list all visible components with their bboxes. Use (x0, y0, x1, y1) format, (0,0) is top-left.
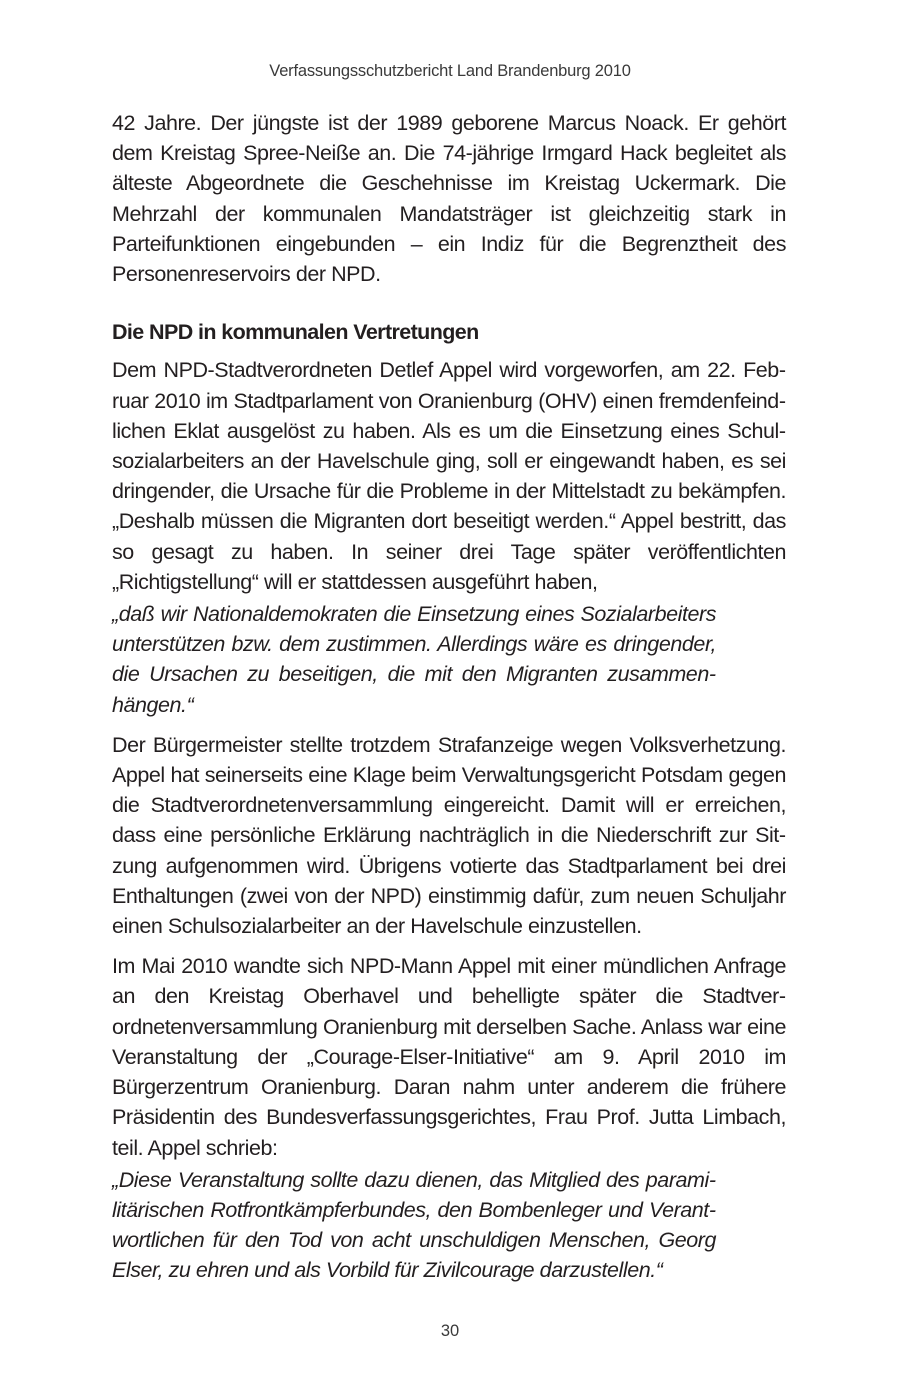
block-quote-elser: „Diese Veranstaltung sollte dazu dienen, das Mitglied des paramilitärischen Rotfrontkämpferbundes, den Bombenleger und Verantwortlichen für den Tod von acht unschuldigen Menschen, Georg Elser, zu ehren und als Vorbild für Zivilcourage darzustellen.“ (112, 1167, 716, 1283)
paragraph-appel-eklat: Dem NPD-Stadtverordneten Detlef Appel wird vorgeworfen, am 22. Februar 2010 im Stadtparlament von Oranienburg (OHV) einen fremdenfeindlichen Eklat ausgelöst zu haben. Als es um die Einsetzung eines Schulsozialarbeiters an der Havelschule ging, soll er eingewandt haben, es sei dringender, die Ursache für die Probleme in der Mittelstadt zu bekämpfen. „Deshalb müssen die Migranten dort beseitigt werden.“ Appel bestritt, das so gesagt zu haben. In seiner drei Tage später veröffentlichten „Richtigstellung“ will er stattdessen ausgeführt haben, (112, 358, 786, 594)
spacer (112, 720, 786, 730)
page-number: 30 (440, 1322, 460, 1340)
paragraph-kreistag-anfrage: Im Mai 2010 wandte sich NPD-Mann Appel mit einer mündlichen Anfrage an den Kreistag Oberhavel und behelligte später die Stadtverordnetenversammlung Oranienburg mit derselben Sache. Anlass war eine Veranstaltung der „Courage-Elser-Initiative“ am 9. April 2010 im Bürgerzentrum Oranienburg. Daran nahm unter anderem die frühere Präsidentin des Bundesverfassungsgerichtes, Frau Prof. Jutta Limbach, teil. Appel schrieb: (112, 954, 786, 1160)
spacer (112, 941, 786, 951)
paragraph-intro: 42 Jahre. Der jüngste ist der 1989 geborene Marcus Noack. Er gehört dem Kreistag Spree-Neiße an. Die 74-jährige Irmgard Hack begleitet als älteste Abgeordnete die Geschehnisse im Kreistag Uckermark. Die Mehrzahl der kommunalen Mandatsträger ist gleichzeitig stark in Parteifunktionen eingebunden – ein Indiz für die Begrenztheit des Personenreservoirs der NPD. (112, 111, 786, 287)
running-header: Verfassungsschutzbericht Land Brandenburg 2010 (269, 62, 631, 80)
section-heading: Die NPD in kommunalen Vertretungen (112, 320, 479, 345)
block-quote-richtigstellung: „daß wir Nationaldemokraten die Einsetzung eines Sozialarbeiters unterstützen bzw. dem zustimmen. Allerdings wäre es dringender, die Ursachen zu beseitigen, die mit den Migranten zusammenhängen.“ (112, 602, 716, 717)
paragraph-strafanzeige: Der Bürgermeister stellte trotzdem Strafanzeige wegen Volksverhetzung. Appel hat seinerseits eine Klage beim Verwaltungsgericht Potsdam gegen die Stadtverordnetenversammlung eingereicht. Damit will er erreichen, dass eine persönliche Erklärung nachträglich in die Niederschrift zur Sitzung aufgenommen wird. Übrigens votierte das Stadtparlament bei drei Enthaltungen (zwei von der NPD) einstimmig dafür, zum neuen Schuljahr einen Schulsozialarbeiter an der Havelschule einzustellen. (112, 732, 786, 939)
body-text (112, 108, 786, 1286)
